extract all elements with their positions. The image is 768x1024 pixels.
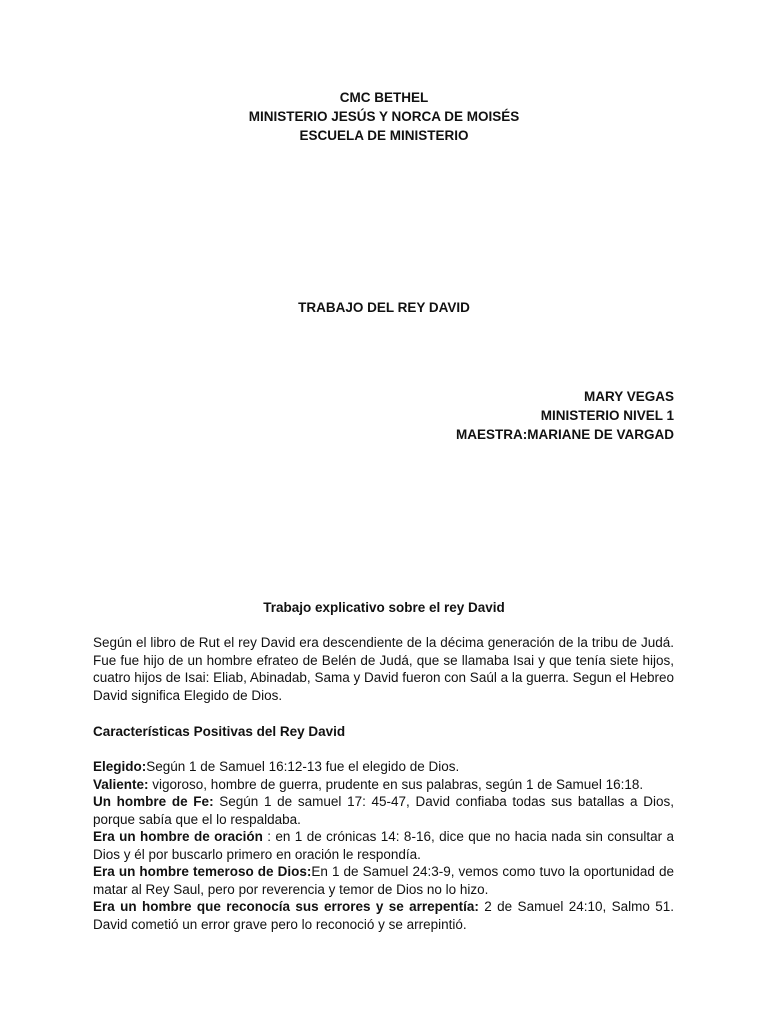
trait-label: Era un hombre que reconocía sus errores y se arrepentía: <box>93 899 479 914</box>
author-level: MINISTERIO NIVEL 1 <box>540 408 674 423</box>
trait-item <box>93 776 674 794</box>
document-title: TRABAJO DEL REY DAVID <box>298 300 470 315</box>
trait-item <box>93 758 674 776</box>
trait-text: En 1 de Samuel 24:3-9, vemos como tuvo la oportunidad de matar al Rey Saul, pero por reverencia y temor de Dios no lo hizo. <box>93 864 674 897</box>
document-header <box>0 88 768 145</box>
trait-item <box>93 898 674 933</box>
trait-item <box>93 828 674 863</box>
author-block <box>456 387 674 444</box>
trait-text: : en 1 de crónicas 14: 8-16, dice que no hacia nada sin consultar a Dios y él por buscarlo primero en oración le respondía. <box>93 829 675 862</box>
trait-label: Valiente: <box>93 776 149 792</box>
header-ministry-name: MINISTERIO JESÚS Y NORCA DE MOISÉS <box>248 109 520 124</box>
header-church-name: CMC BETHEL <box>339 90 429 105</box>
trait-label: Era un hombre de oración <box>93 829 263 844</box>
trait-text: 2 de Samuel 24:10, Salmo 51. David cometió un error grave pero lo reconoció y se arrepintió. <box>93 899 674 932</box>
trait-item <box>93 863 674 898</box>
trait-label: Un hombre de Fe: <box>93 794 214 809</box>
intro-paragraph: Según el libro de Rut el rey David era descendiente de la décima generación de la tribu de Judá. Fue fue hijo de un hombre efrateo de Belén de Judá, que se llamaba Isai y que tenía siete hijos, cuatro hijos de Isai: Eliab, Abinadab, Sama y David fueron con Saúl a la guerra. Segun el Hebreo David significa Elegido de Dios. <box>93 635 674 703</box>
traits-list <box>93 758 674 933</box>
author-teacher: MAESTRA:MARIANE DE VARGAD <box>456 427 674 442</box>
trait-label: Elegido: <box>93 759 147 774</box>
header-school-name: ESCUELA DE MINISTERIO <box>299 128 469 143</box>
trait-item <box>93 793 674 828</box>
section-heading: Características Positivas del Rey David <box>93 724 346 739</box>
trait-text: Según 1 de samuel 17: 45-47, David confiaba todas sus batallas a Dios, porque sabía que el lo respaldaba. <box>93 794 674 827</box>
trait-label: Era un hombre temeroso de Dios: <box>93 864 312 879</box>
trait-text: vigoroso, hombre de guerra, prudente en sus palabras, según 1 de Samuel 16:18. <box>148 776 644 792</box>
trait-text: Según 1 de Samuel 16:12-13 fue el elegido de Dios. <box>146 759 460 774</box>
author-name: MARY VEGAS <box>583 389 674 404</box>
document-subtitle: Trabajo explicativo sobre el rey David <box>263 600 505 615</box>
